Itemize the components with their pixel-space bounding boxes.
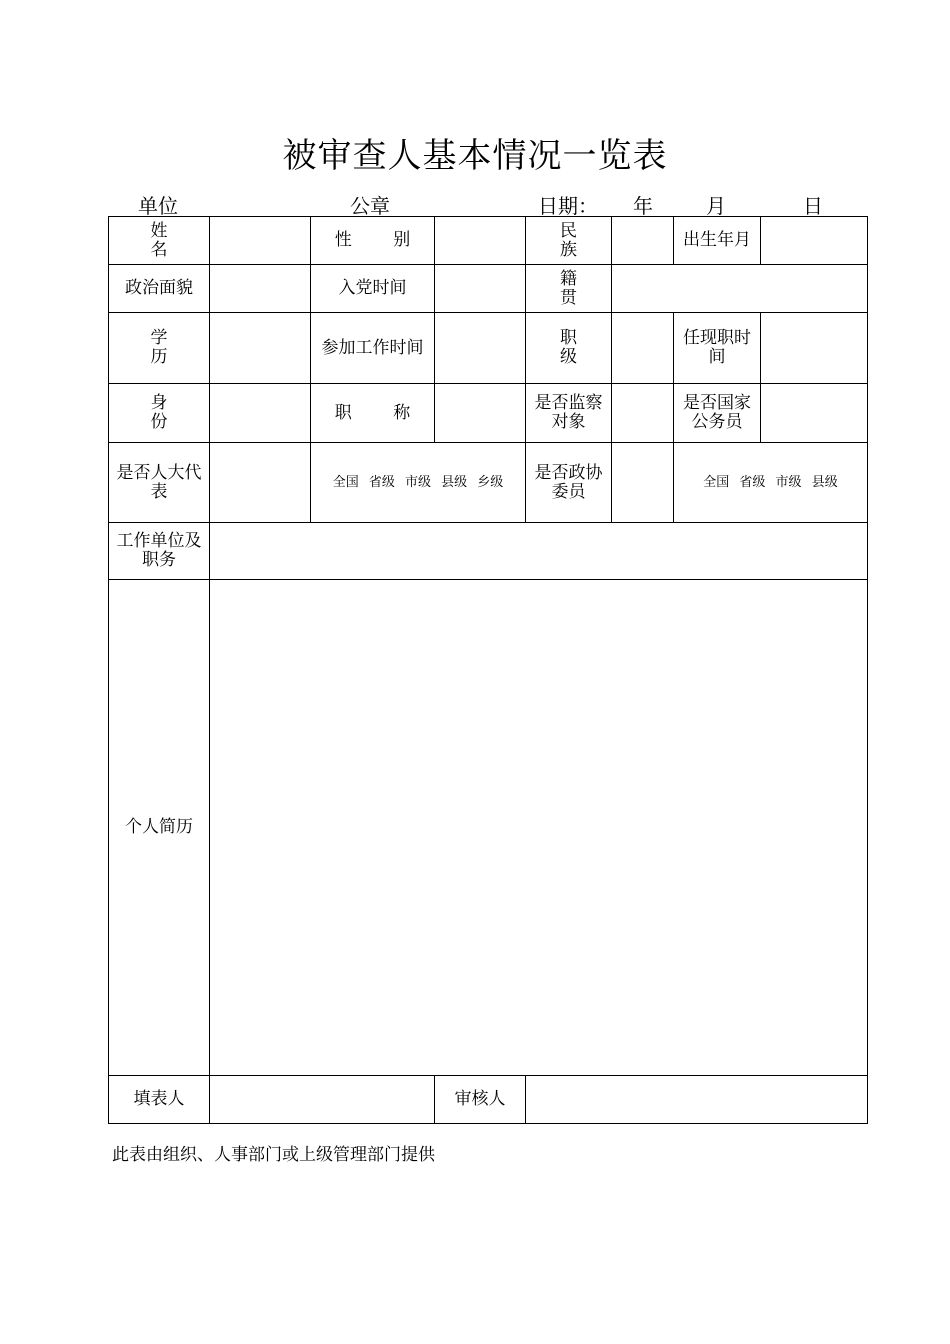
reviewer-field[interactable] (526, 1076, 868, 1124)
rank-field[interactable] (612, 313, 674, 384)
unit-label: 单位 (138, 194, 178, 218)
reviewer-label: 审核人 (435, 1076, 526, 1124)
civil-servant-field[interactable] (761, 384, 868, 443)
identity-field[interactable] (210, 384, 311, 443)
title-rank-field[interactable] (435, 384, 526, 443)
table-row (109, 313, 868, 384)
seal-label: 公章 (350, 194, 390, 218)
work-start-label: 参加工作时间 (311, 313, 435, 384)
current-time-field[interactable] (761, 313, 868, 384)
month-label: 月 (706, 194, 726, 218)
rank-label: 职 级 (526, 313, 612, 384)
gender-label: 性 别 (311, 217, 435, 265)
current-time-label: 任现职时间 (674, 313, 761, 384)
native-label: 籍 贯 (526, 265, 612, 313)
workplace-field[interactable] (210, 523, 868, 580)
education-field[interactable] (210, 313, 311, 384)
resume-label: 个人简历 (109, 580, 210, 1076)
party-time-label: 入党时间 (311, 265, 435, 313)
supervised-field[interactable] (612, 384, 674, 443)
birth-field[interactable] (761, 217, 868, 265)
table-row (109, 443, 868, 523)
cppcc-label: 是否政协委员 (526, 443, 612, 523)
year-label: 年 (633, 194, 653, 218)
title-rank-label: 职 称 (311, 384, 435, 443)
resume-field[interactable] (210, 580, 868, 1076)
npc-label: 是否人大代表 (109, 443, 210, 523)
table-row (109, 523, 868, 580)
name-label: 姓 名 (109, 217, 210, 265)
npc-levels[interactable]: 全国 省级 市级 县级 乡级 (311, 443, 526, 523)
education-label: 学 历 (109, 313, 210, 384)
cppcc-levels[interactable]: 全国 省级 市级 县级 (674, 443, 868, 523)
ethnicity-label: 民 族 (526, 217, 612, 265)
political-label: 政治面貌 (109, 265, 210, 313)
day-label: 日 (803, 194, 823, 218)
supervised-label: 是否监察对象 (526, 384, 612, 443)
table-row (109, 217, 868, 265)
political-field[interactable] (210, 265, 311, 313)
workplace-label: 工作单位及职务 (109, 523, 210, 580)
table-row (109, 1076, 868, 1124)
filler-label: 填表人 (109, 1076, 210, 1124)
date-label: 日期： (538, 194, 598, 218)
work-start-field[interactable] (435, 313, 526, 384)
page-title: 被审查人基本情况一览表 (282, 136, 668, 176)
native-field[interactable] (612, 265, 868, 313)
npc-field[interactable] (210, 443, 311, 523)
party-time-field[interactable] (435, 265, 526, 313)
ethnicity-field[interactable] (612, 217, 674, 265)
table-row (109, 265, 868, 313)
civil-servant-label: 是否国家公务员 (674, 384, 761, 443)
info-form-table (108, 216, 868, 1124)
gender-field[interactable] (435, 217, 526, 265)
table-row (109, 384, 868, 443)
identity-label: 身 份 (109, 384, 210, 443)
table-row (109, 580, 868, 1076)
cppcc-field[interactable] (612, 443, 674, 523)
filler-field[interactable] (210, 1076, 435, 1124)
birth-label: 出生年月 (674, 217, 761, 265)
name-field[interactable] (210, 217, 311, 265)
footer-note: 此表由组织、人事部门或上级管理部门提供 (112, 1145, 435, 1165)
